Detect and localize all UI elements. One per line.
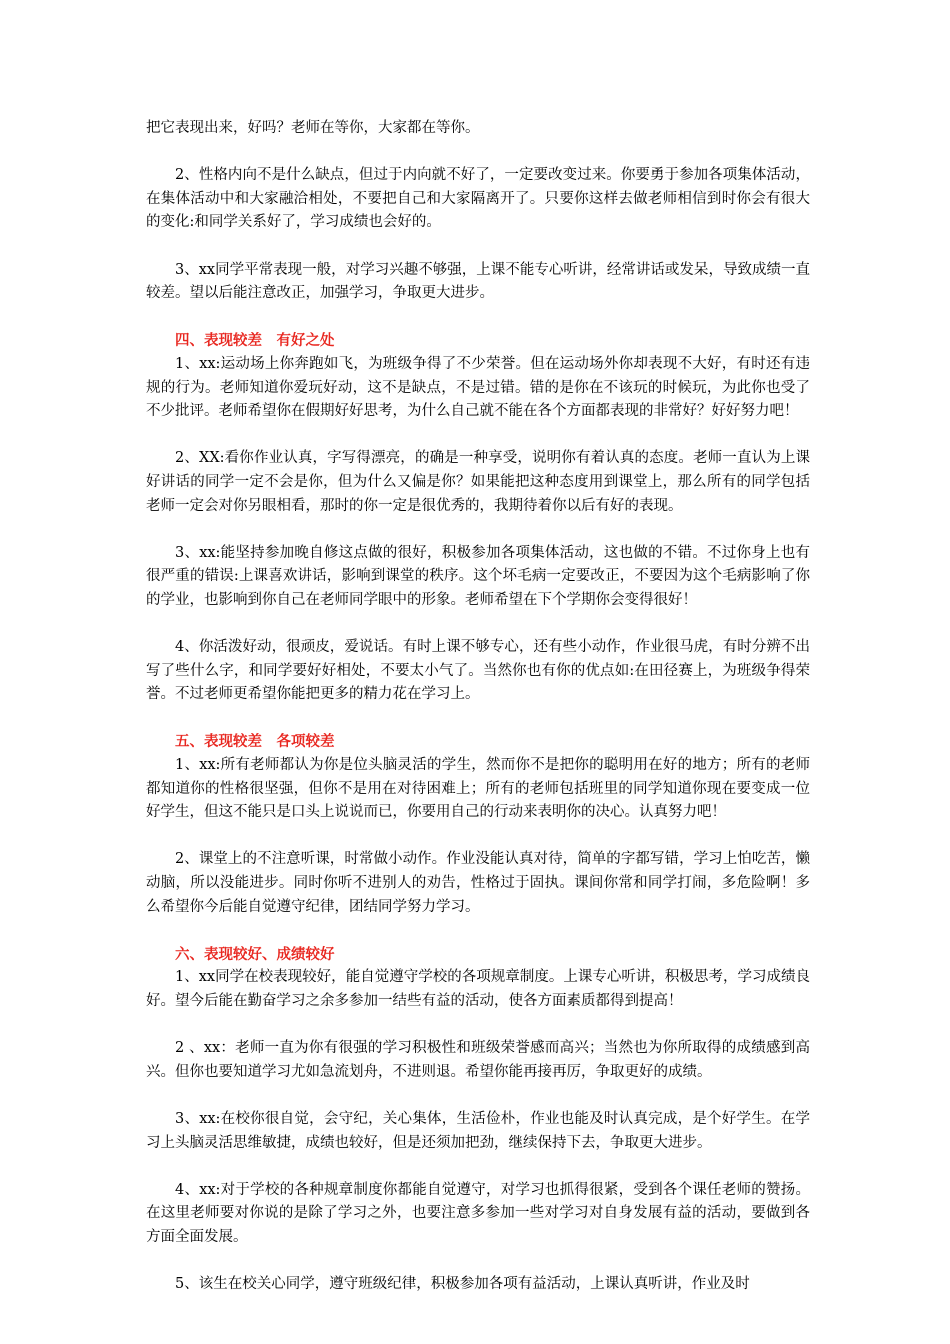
section-6-item-3: 3、xx:在校你很自觉，会守纪，关心集体，生活俭朴，作业也能及时认真完成，是个好学生。在学习上头脑灵活思维敏捷，成绩也较好，但是还须加把劲，继续保持下去，争取更大进步。 — [146, 1110, 810, 1151]
section-5 — [146, 730, 810, 919]
section-5-item-1: 1、xx:所有老师都认为你是位头脑灵活的学生，然而你不是把你的聪明用在好的地方；所有的老师都知道你的性格很坚强，但你不是用在对待困难上；所有的老师包括班里的同学知道你现在要变成一位好学生，但这不能只是口头上说说而已，你要用自己的行动来表明你的决心。认真努力吧！ — [146, 757, 810, 821]
document-page — [146, 117, 810, 1297]
section-5-heading: 五、表现较差 各项较差 — [175, 733, 335, 751]
section-6-item-1: 1、xx同学在校表现较好，能自觉遵守学校的各项规章制度。上课专心听讲，积极思考，学习成绩良好。望今后能在勤奋学习之余多参加一结些有益的活动，使各方面素质都得到提高！ — [146, 969, 810, 1009]
section-6 — [146, 943, 810, 1297]
section-4-heading: 四、表现较差 有好之处 — [175, 332, 335, 350]
intro-paragraph-2: 2、性格内向不是什么缺点，但过于内向就不好了，一定要改变过来。你要勇于参加各项集体活动，在集体活动中和大家融洽相处，不要把自己和大家隔离开了。只要你这样去做老师相信到时你会有很大的变化:和同学关系好了，学习成绩也会好的。 — [146, 167, 810, 231]
section-6-item-5: 5、该生在校关心同学，遵守班级纪律，积极参加各项有益活动，上课认真听讲，作业及时 — [175, 1276, 750, 1293]
section-6-heading: 六、表现较好、成绩较好 — [175, 945, 335, 963]
intro-paragraph-continued: 把它表现出来，好吗？老师在等你，大家都在等你。 — [146, 120, 480, 136]
section-4-item-1: 1、xx:运动场上你奔跑如飞，为班级争得了不少荣誉。但在运动场外你却表现不大好，有时还有违规的行为。老师知道你爱玩好动，这不是缺点，不是过错。错的是你在不该玩的时候玩，为此你也受了不少批评。老师希望你在假期好好思考，为什么自己就不能在各个方面都表现的非常好？好好努力吧！ — [146, 355, 810, 420]
section-4 — [146, 329, 810, 707]
section-4-item-3: 3、xx:能坚持参加晚自修这点做的很好，积极参加各项集体活动，这也做的不错。不过你身上也有很严重的错误:上课喜欢讲话，影响到课堂的秩序。这个坏毛病一定要改正，不要因为这个毛病影响了你的学业，也影响到你自己在老师同学眼中的形象。老师希望在下个学期你会变得很好！ — [146, 544, 810, 608]
intro-paragraph-3: 3、xx同学平常表现一般，对学习兴趣不够强，上课不能专心听讲，经常讲话或发呆，导致成绩一直较差。望以后能注意改正，加强学习，争取更大进步。 — [146, 261, 810, 302]
section-6-item-2: 2 、xx：老师一直为你有很强的学习积极性和班级荣誉感而高兴；当然也为你所取得的成绩感到高兴。但你也要知道学习尤如急流划舟，不进则退。希望你能再接再厉，争取更好的成绩。 — [146, 1040, 810, 1080]
section-6-item-4: 4、xx:对于学校的各种规章制度你都能自觉遵守，对学习也抓得很紧，受到各个课任老师的赞扬。在这里老师要对你说的是除了学习之外，也要注意多参加一些对学习对自身发展有益的活动，要做到各方面全面发展。 — [146, 1181, 810, 1245]
section-5-item-2: 2、课堂上的不注意听课，时常做小动作。作业没能认真对待，简单的字都写错，学习上怕吃苦，懒动脑，所以没能进步。同时你听不进别人的劝告，性格过于固执。课间你常和同学打闹，多危险啊！多么希望你今后能自觉遵守纪律，团结同学努力学习。 — [146, 851, 810, 915]
section-4-item-2: 2、XX:看你作业认真，字写得漂亮，的确是一种享受，说明你有着认真的态度。老师一直认为上课好讲话的同学一定不会是你，但为什么又偏是你？如果能把这种态度用到课堂上，那么所有的同学包括老师一定会对你另眼相看，那时的你一定是很优秀的，我期待着你以后有好的表现。 — [146, 450, 810, 514]
section-4-item-4: 4、你活泼好动，很顽皮，爱说话。有时上课不够专心，还有些小动作，作业很马虎，有时分辨不出写了些什么字，和同学要好好相处，不要太小气了。当然你也有你的优点如:在田径赛上，为班级争得荣誉。不过老师更希望你能把更多的精力花在学习上。 — [146, 639, 810, 703]
